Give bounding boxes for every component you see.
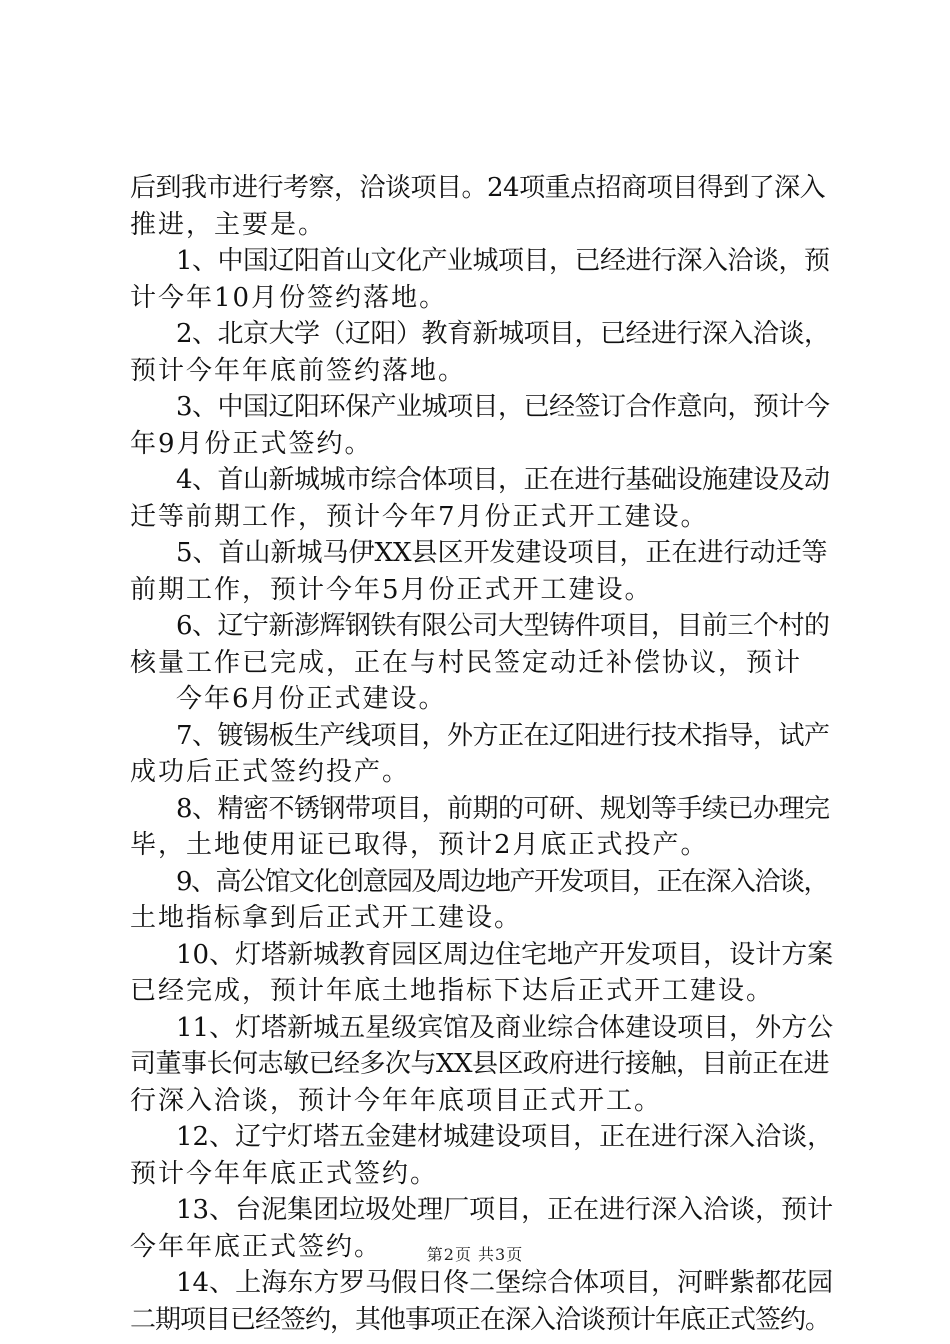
text-line: 14、上海东方罗马假日佟二堡综合体项目，河畔紫都花园 xyxy=(176,1268,834,1298)
text-line: 土地指标拿到后正式开工建设。 xyxy=(130,903,523,933)
text-line: 5、首山新城马伊XX县区开发建设项目，正在进行动迁等 xyxy=(176,538,828,568)
text-line: 行深入洽谈，预计今年年底项目正式开工。 xyxy=(130,1085,663,1116)
text-line: 1、中国辽阳首山文化产业城项目，已经进行深入洽谈，预 xyxy=(176,246,830,276)
text-line: 今年6月份正式建设。 xyxy=(176,684,447,714)
text-line: 11、灯塔新城五星级宾馆及商业综合体建设项目，外方公 xyxy=(176,1012,834,1043)
text-line: 2、北京大学（辽阳）教育新城项目，已经进行深入洽谈， xyxy=(176,319,830,349)
text-line: 10、灯塔新城教育园区周边住宅地产开发项目，设计方案 xyxy=(176,939,834,970)
text-line: 二期项目已经签约，其他事项正在深入洽谈预计年底正式签约。 xyxy=(130,1304,831,1335)
text-line: 后到我市进行考察，洽谈项目。24项重点招商项目得到了深入 xyxy=(130,173,826,203)
text-line: 前期工作，预计今年5月份正式开工建设。 xyxy=(130,574,653,605)
text-line: 12、辽宁灯塔五金建材城建设项目，正在进行深入洽谈， xyxy=(176,1122,834,1152)
page-footer: 第2页 共3页 xyxy=(426,1245,524,1264)
text-line: 毕，土地使用证已取得，预计2月底正式投产。 xyxy=(130,830,709,860)
text-line: 6、辽宁新澎辉钢铁有限公司大型铸件项目，目前三个村的 xyxy=(176,611,830,641)
text-line: 8、精密不锈钢带项目，前期的可研、规划等手续已办理完 xyxy=(176,793,830,824)
text-line: 9、高公馆文化创意园及周边地产开发项目，正在深入洽谈， xyxy=(176,866,829,897)
text-line: 计今年10月份签约落地。 xyxy=(130,282,448,313)
text-line: 预计今年年底正式签约。 xyxy=(130,1158,439,1189)
text-line: 成功后正式签约投产。 xyxy=(130,757,411,787)
text-line: 核量工作已完成，正在与村民签定动迁补偿协议，预计 xyxy=(130,647,803,678)
text-line: 已经完成，预计年底土地指标下达后正式开工建设。 xyxy=(130,976,775,1006)
text-line: 4、首山新城城市综合体项目，正在进行基础设施建设及动 xyxy=(176,465,830,495)
document-body xyxy=(130,170,836,1338)
text-line: 13、台泥集团垃圾处理厂项目，正在进行深入洽谈，预计 xyxy=(176,1195,834,1225)
text-line: 今年年底正式签约。 xyxy=(130,1231,383,1262)
text-line: 7、镀锡板生产线项目，外方正在辽阳进行技术指导，试产 xyxy=(176,720,830,751)
text-line: 推进，主要是。 xyxy=(130,209,327,240)
text-line: 年9月份正式签约。 xyxy=(130,428,373,459)
text-line: 迁等前期工作，预计今年7月份正式开工建设。 xyxy=(130,501,709,532)
text-line: 预计今年年底前签约落地。 xyxy=(130,355,467,386)
text-line: 3、中国辽阳环保产业城项目，已经签订合作意向，预计今 xyxy=(176,392,830,422)
text-line: 司董事长何志敏已经多次与XX县区政府进行接触，目前正在进 xyxy=(130,1049,830,1079)
